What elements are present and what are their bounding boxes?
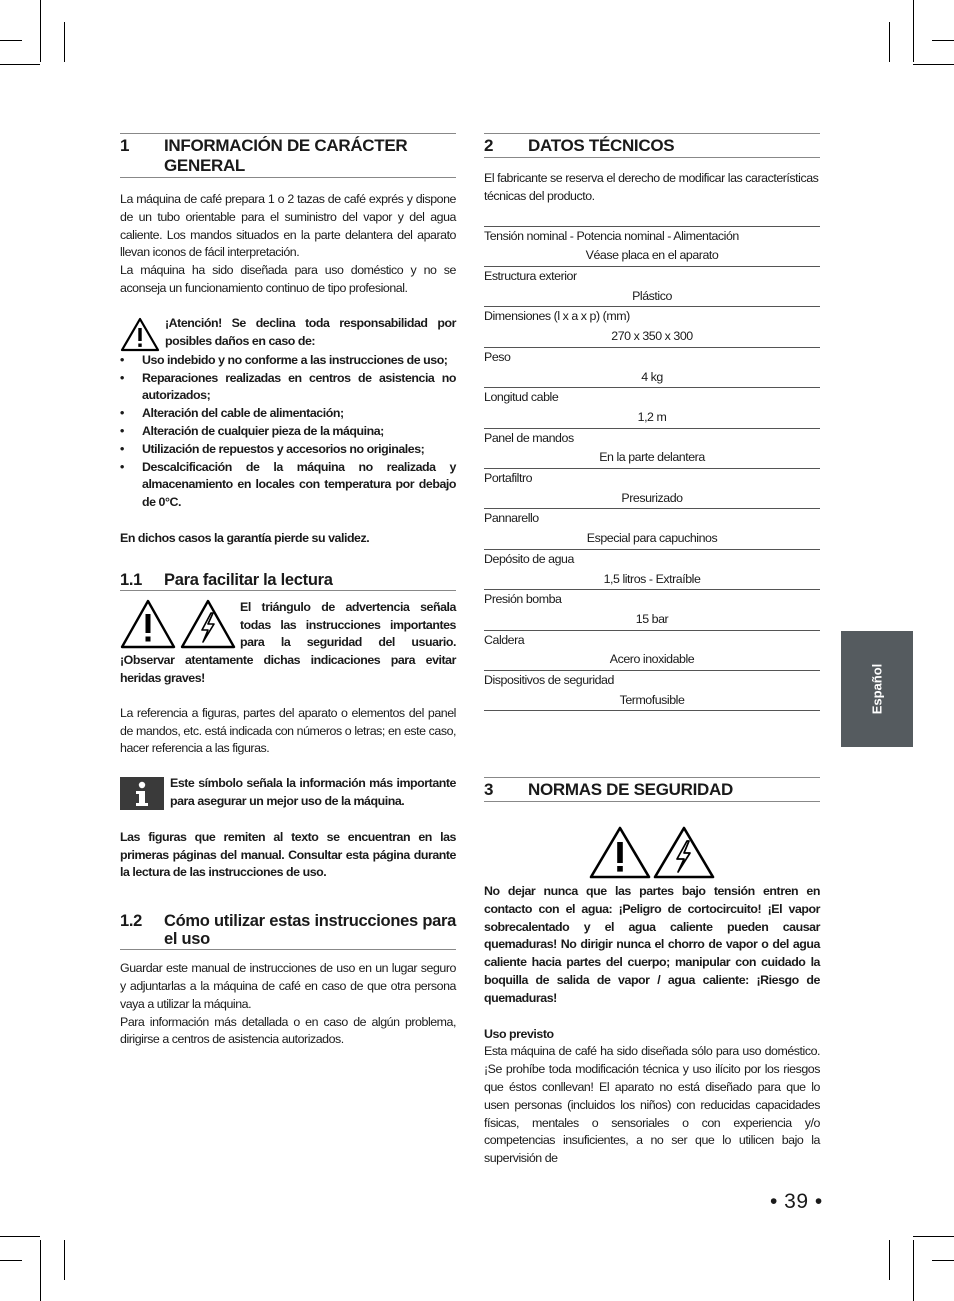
spec-label: Portafiltro: [484, 471, 533, 486]
crop-mark: [64, 22, 65, 62]
spec-row: [484, 630, 820, 670]
section-title: Cómo utilizar estas instrucciones para el uso: [164, 912, 456, 949]
spec-cell: [484, 671, 820, 711]
electric-hazard-icon: [653, 826, 715, 879]
uso-title: Uso previsto: [484, 1026, 554, 1041]
section-number: 2: [484, 136, 494, 155]
triangle-text: El triángulo de advertencia señala todas las instrucciones importantes para la seguridad del usuario. ¡Observar atentamente dichas indicaciones para evitar heridas graves!: [120, 599, 456, 685]
paragraph: La máquina de café prepara 1 o 2 tazas de café exprés y dispone de un tubo orientable para el suministro del vapor y del agua caliente. Los mandos situados en la parte delantera del aparato llevan iconos de fácil interpretación.: [120, 192, 456, 260]
language-tab-label: Español: [869, 663, 885, 715]
spec-value: 4 kg: [641, 369, 663, 384]
warning-triangle-icon: [120, 599, 176, 649]
spec-cell: [484, 307, 820, 347]
list-item: • Utilización de repuestos y accesorios no originales;: [120, 441, 456, 459]
paragraph: El fabricante se reserva el derecho de modificar las características técnicas del producto.: [484, 171, 819, 203]
crop-mark: [40, 0, 41, 62]
spec-row: [484, 509, 820, 549]
warning-block: [120, 315, 456, 352]
spec-cell: [484, 549, 820, 589]
spec-row: [484, 226, 820, 266]
crop-mark: [889, 1240, 890, 1280]
figures-note: Las figuras que remiten al texto se encuentran en las primeras páginas del manual. Consultar esta página durante la lectura de las instrucciones de uso.: [120, 829, 456, 880]
spec-value: Véase placa en el aparato: [585, 248, 719, 263]
section-title: NORMAS DE SEGURIDAD: [528, 779, 733, 799]
spec-value: Plástico: [632, 288, 672, 303]
spec-value: Termofusible: [619, 692, 685, 707]
spec-value: 270 x 350 x 300: [611, 329, 693, 344]
paragraph: La referencia a figuras, partes del aparato o elementos del panel de mandos, etc. está indicada con números o letras; en este caso, hacer referencia a las figuras.: [120, 705, 456, 756]
page-number: • 39 •: [770, 1190, 823, 1213]
list-item: • Descalcificación de la máquina no realizada y almacenamiento en locales con temperatura por debajo de 0°C.: [120, 459, 456, 512]
info-text: Este símbolo señala la información más importante para asegurar un mejor uso de la máquina.: [170, 776, 456, 808]
crop-mark: [0, 40, 22, 41]
spec-label: Panel de mandos: [484, 430, 574, 445]
section-2-heading: [484, 133, 820, 158]
spec-cell: [484, 469, 820, 509]
warning-triangle-icon: [589, 826, 651, 879]
paragraph: La máquina ha sido diseñada para uso doméstico y no se aconseja un funcionamiento continuo de tipo profesional.: [120, 263, 456, 295]
crop-mark: [64, 1240, 65, 1280]
uso-text: Esta máquina de café ha sido diseñada sólo para uso doméstico. ¡Se prohíbe toda modificación técnica y uso ilícito por los riesgos que éstos conllevan! El aparato no está diseñado para que lo usen personas (incluidos los niños) con reducidas capacidades físicas, mentales o sensoriales o con experiencia y/o competencias insuficientes, a no ser que lo utilicen bajo la supervisión de: [484, 1044, 820, 1166]
spec-label: Estructura exterior: [484, 269, 577, 283]
crop-mark: [913, 1236, 954, 1237]
crop-mark: [0, 64, 40, 65]
spec-label: Longitud cable: [484, 390, 559, 405]
paragraph: Para información más detallada o en caso de algún problema, dirigirse a centros de asistencia autorizados.: [120, 1014, 456, 1047]
crop-mark: [40, 1240, 41, 1301]
spec-value: Acero inoxidable: [609, 652, 695, 667]
spec-cell: [484, 509, 820, 549]
crop-mark: [913, 1240, 914, 1301]
spec-label: Dimensiones (l x a x p) (mm): [484, 309, 630, 324]
section-title: INFORMACIÓN DE CARÁCTER GENERAL: [164, 136, 408, 175]
paragraph: Guardar este manual de instrucciones de uso en un lugar seguro y adjuntarlas a la máquina de café en caso de que otra persona vaya a utilizar la máquina.: [120, 961, 456, 1011]
section-number: 1.1: [120, 570, 143, 589]
left-column: [120, 133, 456, 1049]
spec-label: Tensión nominal - Potencia nominal - Alimentación: [484, 228, 739, 243]
crop-mark: [0, 1236, 40, 1237]
spec-label: Depósito de agua: [484, 551, 574, 566]
safety-warning: No dejar nunca que las partes bajo tensión entren en contacto con el agua: ¡Peligro de cortocircuito! ¡El vapor sobrecalentado y el agua caliente pueden causar quemaduras! No dirigir nunca el chorro de vapor o del agua caliente hacia partes del cuerpo; manipular con cuidado la boquilla de salida de vapor / agua caliente: ¡Riesgo de quemaduras!: [484, 883, 820, 1005]
spec-cell: [484, 347, 820, 387]
spec-value: En la parte delantera: [599, 450, 705, 465]
crop-mark: [913, 0, 914, 62]
spec-row: [484, 388, 820, 428]
spec-value: 15 bar: [635, 611, 669, 626]
section-1-2-heading: [120, 912, 456, 950]
triangle-legend: [120, 599, 456, 688]
spec-row: [484, 469, 820, 509]
electric-hazard-icon: [180, 599, 236, 649]
spec-row: [484, 549, 820, 589]
spec-label: Pannarello: [484, 511, 539, 526]
section-number: 1: [120, 136, 130, 155]
warranty-note: En dichos casos la garantía pierde su validez.: [120, 530, 370, 545]
spec-row: [484, 671, 820, 711]
spec-row: [484, 347, 820, 387]
crop-mark: [0, 1260, 22, 1261]
spec-value: 1,2 m: [637, 409, 667, 424]
spec-cell: [484, 590, 820, 630]
spec-cell: [484, 630, 820, 670]
section-number: 3: [484, 779, 494, 799]
spec-row: [484, 428, 820, 468]
spec-value: 1,5 litros - Extraíble: [603, 571, 701, 586]
spec-label: Caldera: [484, 632, 525, 647]
section-title: DATOS TÉCNICOS: [528, 136, 675, 155]
spec-value: Especial para capuchinos: [586, 531, 718, 546]
safety-icons: [484, 826, 820, 879]
spec-table: [484, 226, 820, 711]
spec-row: [484, 267, 820, 307]
crop-mark: [889, 22, 890, 62]
spec-cell: [484, 267, 820, 307]
right-column: [484, 133, 820, 1168]
warning-intro: ¡Atención! Se declina toda responsabilidad por posibles daños en caso de:: [165, 315, 456, 348]
spec-cell: [484, 388, 820, 428]
spec-cell: [484, 226, 820, 266]
info-legend: [120, 775, 456, 811]
liability-list: [120, 352, 456, 512]
section-1-1-heading: [120, 571, 456, 591]
language-tab: [841, 631, 913, 747]
spec-value: Presurizado: [621, 490, 683, 505]
section-3-heading: [484, 777, 820, 802]
spec-row: [484, 307, 820, 347]
section-1-heading: [120, 133, 456, 178]
list-item: • Alteración del cable de alimentación;: [120, 405, 456, 423]
list-item: • Alteración de cualquier pieza de la máquina;: [120, 423, 456, 441]
warning-triangle-icon: [120, 317, 160, 352]
section-title: Para facilitar la lectura: [164, 570, 333, 589]
section-number: 1.2: [120, 912, 143, 931]
spec-label: Dispositivos de seguridad: [484, 673, 614, 688]
list-item: • Uso indebido y no conforme a las instrucciones de uso;: [120, 352, 456, 370]
crop-mark: [932, 1260, 954, 1261]
info-icon: [120, 777, 164, 810]
spec-row: [484, 590, 820, 630]
spec-label: Presión bomba: [484, 592, 562, 607]
list-item: • Reparaciones realizadas en centros de asistencia no autorizados;: [120, 370, 456, 406]
spec-label: Peso: [484, 349, 511, 364]
crop-mark: [913, 64, 954, 65]
crop-mark: [932, 40, 954, 41]
spec-cell: [484, 428, 820, 468]
